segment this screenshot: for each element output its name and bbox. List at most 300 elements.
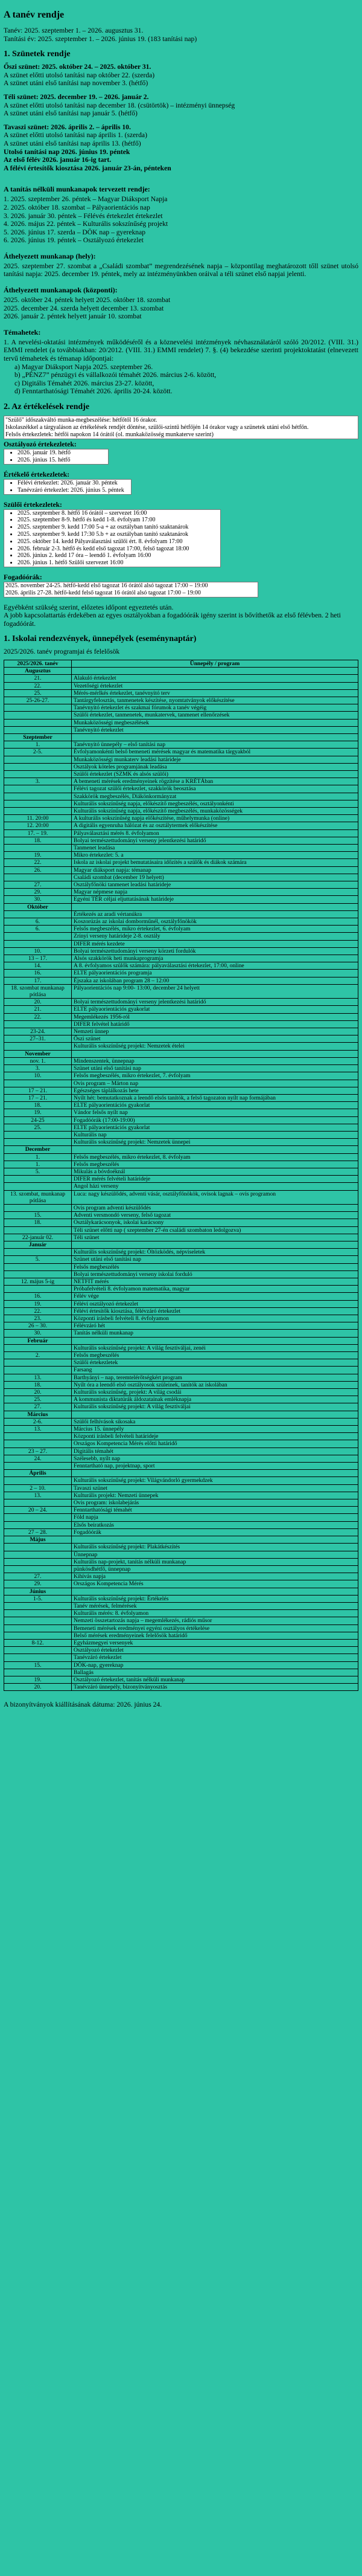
date-cell xyxy=(4,763,72,770)
program-cell: Pályaorientációs nap 9:00- 13:00, december 24 helyett xyxy=(72,984,358,998)
table-row xyxy=(4,1484,358,1492)
table-row xyxy=(4,1109,358,1116)
date-cell: 18. xyxy=(4,1381,72,1388)
section-evaluation-title: 2. Az értékelések rendje xyxy=(4,402,90,411)
program-cell: A digitális egyenruha hálózat és az osztálytermek előkészítése xyxy=(72,822,358,829)
table-row xyxy=(4,675,358,682)
date-cell: 16. xyxy=(4,970,72,977)
table-row xyxy=(4,999,358,1006)
program-cell: Őszi szünet xyxy=(72,1035,358,1043)
date-cell xyxy=(4,845,72,852)
table-row xyxy=(4,1477,358,1484)
date-cell xyxy=(4,1463,72,1470)
program-cell: Fenntartható nap, projektnap, sport xyxy=(72,1463,358,1470)
list-item: 6. 2026. június 19. péntek – Osztályozó értekezlet xyxy=(4,236,144,245)
table-row xyxy=(4,1094,358,1101)
program-cell: A 8. évfolyamos szülők számára: pályaválasztási értekezlet, 17:00, online xyxy=(72,962,358,970)
date-cell: 22-január 02. xyxy=(4,1234,72,1241)
program-cell: Szülői értekezlet (SZMK és alsós szülői) xyxy=(72,770,358,778)
table-row xyxy=(4,1573,358,1580)
table-row xyxy=(4,1183,358,1190)
date-cell: 1-5. xyxy=(4,1595,72,1602)
program-cell: Alakuló értekezlet xyxy=(72,675,358,682)
program-cell: Félév vége xyxy=(72,1293,358,1300)
month-header: Január xyxy=(4,1241,72,1248)
table-row xyxy=(4,1168,358,1175)
list-item: • 2025. szeptember 9. kedd 17:00 5-a + az osztályban tanító szaktanárok xyxy=(17,524,220,531)
program-cell: Fenntarthatósági témahét xyxy=(72,1507,358,1514)
table-row xyxy=(4,926,358,933)
date-cell: 26. xyxy=(4,866,72,874)
date-cell: 11. 20:00 xyxy=(4,815,72,822)
date-cell xyxy=(4,1551,72,1558)
date-cell: 8-12. xyxy=(4,1639,72,1646)
program-cell: Iskola az iskolai projekt bemutatásaira időzítés a szülők és diákok számára xyxy=(72,859,358,866)
program-cell: Tanévnyitó értekezlet xyxy=(72,726,358,733)
table-row xyxy=(4,1565,358,1573)
program-cell: NETFIT mérés xyxy=(72,1278,358,1285)
program-cell: Szülői felhívások sikosaka xyxy=(72,1418,358,1425)
date-cell: 5. xyxy=(4,1168,72,1175)
date-cell xyxy=(4,1617,72,1624)
date-cell xyxy=(4,1514,72,1521)
date-cell: 18. xyxy=(4,1219,72,1226)
parent-meetings-box xyxy=(4,509,221,567)
date-cell: 1. xyxy=(4,1161,72,1168)
table-row xyxy=(4,1057,358,1064)
date-cell: 21. xyxy=(4,675,72,682)
table-row xyxy=(4,1440,358,1447)
table-row xyxy=(4,903,358,910)
table-cell xyxy=(72,903,358,910)
table-row xyxy=(4,1661,358,1669)
date-cell: 5. xyxy=(4,1256,72,1263)
date-cell: 17. – 19. xyxy=(4,829,72,837)
table-row xyxy=(4,1470,358,1477)
table-row xyxy=(4,1050,358,1057)
table-row xyxy=(4,1322,358,1330)
table-row xyxy=(4,866,358,874)
table-row xyxy=(4,1131,358,1138)
table-cell xyxy=(72,1241,358,1248)
program-cell: DIFER mérés kezdete xyxy=(72,940,358,947)
list-item: • 2025. szeptember 8. hétfő 16 órától – szervezet 16:00 xyxy=(17,510,220,517)
date-cell: 27 – 28. xyxy=(4,1528,72,1536)
date-cell xyxy=(4,910,72,918)
program-cell: Próbafelvételi 8. évfolyamon matematika, magyar xyxy=(72,1286,358,1293)
program-cell: Belső mérések eredményeinek felelősök határidő xyxy=(72,1632,358,1639)
program-cell: Kihívás napja xyxy=(72,1573,358,1580)
program-cell: Mikro értekezlet: 5. a xyxy=(72,852,358,859)
table-row xyxy=(4,1544,358,1551)
program-cell: Mikulás a bóvdoéknál xyxy=(72,1168,358,1175)
date-cell: 22. xyxy=(4,859,72,866)
date-cell xyxy=(4,1359,72,1367)
program-cell: Téli szünet előtti nap ( szeptember 27-én családi szombaton ledolgozva) xyxy=(72,1226,358,1234)
table-cell xyxy=(72,1536,358,1544)
table-row xyxy=(4,1337,358,1344)
month-header: Szeptember xyxy=(4,733,72,741)
table-row xyxy=(4,1359,358,1367)
list-item: 1. 2025. szeptember 26. péntek – Magyar Diáksport Napja xyxy=(4,195,168,204)
table-row xyxy=(4,1344,358,1351)
list-item: • 2026. június 2. kedd 17 óra – leendő 1. évfolyam 16:00 xyxy=(17,552,220,559)
date-cell xyxy=(4,1477,72,1484)
program-cell: Félévi értesítők kiosztása, félévzáró értekezlet xyxy=(72,1307,358,1315)
program-cell: Ovis program: iskolabejárás xyxy=(72,1499,358,1507)
date-cell: 26 – 30. xyxy=(4,1322,72,1330)
table-row xyxy=(4,815,358,822)
table-cell xyxy=(72,1146,358,1153)
program-cell: Osztályfőnöki tanmenet leadási határideje xyxy=(72,881,358,889)
date-cell xyxy=(4,1043,72,1050)
program-cell: A kommunista diktatúrák áldozatainak emléknapja xyxy=(72,1396,358,1403)
program-cell: Bolyai természettudományi verseny iskolai forduló xyxy=(72,1270,358,1278)
list-item: • 2026. június 15. hétfő xyxy=(17,457,108,464)
program-cell: Szakkörök megbeszélés, Diákönkormányzat xyxy=(72,793,358,800)
date-cell: 3. xyxy=(4,1065,72,1072)
date-cell: 27. xyxy=(4,881,72,889)
table-row xyxy=(4,1418,358,1425)
list-item: • 2026. február 2-3. hétfő és kedd első tagozat 17:00, felső tagozat 18:00 xyxy=(17,546,220,553)
program-cell: Ovis program adventi készülődés xyxy=(72,1204,358,1211)
program-cell: Felsős megbeszélés, mikro értekezlet, 7. évfolyam xyxy=(72,1072,358,1080)
table-row xyxy=(4,1013,358,1020)
date-cell xyxy=(4,1632,72,1639)
date-cell xyxy=(4,1286,72,1293)
program-cell: Felsős megbeszélés xyxy=(72,1352,358,1359)
section-events-title: 1. Iskolai rendezvények, ünnepélyek (eseménynaptár) xyxy=(4,634,197,644)
table-row xyxy=(4,1190,358,1204)
open-hours-title: Fogadóórák: xyxy=(4,573,42,581)
date-cell xyxy=(4,1647,72,1654)
list-item: • 2026. január 19. hétfő xyxy=(17,449,108,457)
program-cell: Ballagás xyxy=(72,1669,358,1676)
program-cell: ELTE pályaorientációs programja xyxy=(72,970,358,977)
program-cell: Kulturális sokszínűség projekt: A világ fesztiváljai, zenéi xyxy=(72,1344,358,1351)
date-cell: 21. xyxy=(4,1006,72,1013)
table-cell xyxy=(72,1411,358,1418)
date-cell xyxy=(4,1270,72,1278)
date-cell: 29. xyxy=(4,1580,72,1588)
date-cell xyxy=(4,1204,72,1211)
spring-break: Tavaszi szünet: 2026. április 2. – április 10. A szünet előtti utolsó tanítási nap április 1. (szerda) A szünet utáni első tanítási nap április 13. (hétfő) Utolsó tanítási nap 2026. június 19. péntek Az első félév 2026. január 16-ig tart. A félévi értesítők kiosztása 2026. január 23-án, pénteken xyxy=(4,123,171,172)
date-cell xyxy=(4,874,72,881)
program-cell: Mérés-mérlkés értekezlet, tanévnyitó terv xyxy=(72,689,358,697)
date-cell xyxy=(4,1624,72,1632)
program-cell: Évfolyamonkénti belső bemeneti mérések magyar és matematika tárgyakból xyxy=(72,749,358,756)
date-cell xyxy=(4,704,72,712)
date-cell xyxy=(4,1558,72,1565)
program-cell: Digitális témahét xyxy=(72,1447,358,1455)
table-row xyxy=(4,726,358,733)
program-cell: Tanév mérések, felmérések xyxy=(72,1602,358,1609)
date-cell: 17 – 21. xyxy=(4,1087,72,1094)
program-cell: Nemzeti összetartozás napja – megemlékezés, rádiós műsor xyxy=(72,1617,358,1624)
month-header: December xyxy=(4,1146,72,1153)
table-row xyxy=(4,1212,358,1219)
date-cell: 23 – 27. xyxy=(4,1447,72,1455)
meeting-info-box: "Szülő" időszakváltó munka-megbeszélése: hétfőtől 16 órakor. Iskolaszékkel a tárgyaláson az értékelések rendjét döntése, szülői-szintű hétfőjén 14 órakor vagy a szünetek utáni első hétfőn. Felsős értekezletek: hétfői napokon 14 órától (ol. munkaközösség munkaterve szerint) xyxy=(4,416,358,439)
evaluation-meetings-title: Értékelő értekezletek: xyxy=(4,470,70,478)
date-cell: 6. xyxy=(4,926,72,933)
table-row xyxy=(4,1006,358,1013)
date-cell xyxy=(4,1367,72,1374)
program-cell: Nemzeti ünnep xyxy=(72,1028,358,1035)
program-cell: Tanítás nélküli munkanap xyxy=(72,1330,358,1337)
table-row xyxy=(4,793,358,800)
table-row xyxy=(4,1352,358,1359)
date-cell: 17. xyxy=(4,977,72,984)
table-row xyxy=(4,1374,358,1381)
date-cell: 13. szombat, munkanap pótlása xyxy=(4,1190,72,1204)
month-header: Március xyxy=(4,1411,72,1418)
program-cell: Tanévzáró ünnepély, bizonyítványosztás xyxy=(72,1684,358,1691)
program-cell: Fogadóórák (17:00-19:00) xyxy=(72,1116,358,1124)
table-row xyxy=(4,1367,358,1374)
list-item: 3. 2026. január 30. péntek – Félévés értekezlet értekezlet xyxy=(4,211,163,220)
table-row xyxy=(4,889,358,896)
date-cell xyxy=(4,1139,72,1146)
program-cell: Központi írásbeli felvételi határideje xyxy=(72,1433,358,1440)
date-cell: 25. xyxy=(4,1124,72,1131)
column-header-program: Ünnepély / program xyxy=(72,660,358,667)
program-cell: Adventi versmondó verseny, felső tagozat xyxy=(72,1212,358,1219)
month-header: Augusztus xyxy=(4,668,72,675)
date-cell xyxy=(4,1669,72,1676)
program-cell: Osztályozó értekezlet xyxy=(72,1647,358,1654)
table-row xyxy=(4,778,358,785)
date-cell xyxy=(4,712,72,719)
list-item: • 2025. október 14. kedd Pályaválasztási szülői ért. 8. évfolyam 17:00 xyxy=(17,538,220,546)
table-row xyxy=(4,1639,358,1646)
program-cell: Barthyányi – nap, teremtelérőtségkért program xyxy=(72,1374,358,1381)
section-breaks-title: 1. Szünetek rendje xyxy=(4,50,71,59)
table-row xyxy=(4,749,358,756)
date-cell: 18. xyxy=(4,1102,72,1109)
table-row xyxy=(4,1286,358,1293)
table-row xyxy=(4,1293,358,1300)
table-row xyxy=(4,947,358,955)
list-item: a) Magyar Diáksport Napja 2025. szeptember 26. xyxy=(14,362,153,371)
table-row xyxy=(4,697,358,704)
table-cell xyxy=(72,1337,358,1344)
list-item: 2025. december 24. szerda helyett december 13. szombat xyxy=(4,304,164,312)
program-cell: Fogadóórák xyxy=(72,1528,358,1536)
program-cell: Felsős megbeszélés, mikro értekezlet, 8. évfolyam xyxy=(72,1153,358,1161)
program-cell: Kulturális sokszínűség projekt: Világvándorló gyermekdzek xyxy=(72,1477,358,1484)
month-header: Október xyxy=(4,903,72,910)
program-cell: Osztálykarácsonyok, iskolai karácsony xyxy=(72,1219,358,1226)
table-row xyxy=(4,1020,358,1028)
program-cell: Kulturális sokszínűség projekt: Nemzetek ételei xyxy=(72,1043,358,1050)
table-row xyxy=(4,682,358,689)
date-cell: 18. xyxy=(4,837,72,844)
table-row xyxy=(4,1263,358,1270)
table-row xyxy=(4,1161,358,1168)
table-row xyxy=(4,1624,358,1632)
program-cell: Tavaszi szünet xyxy=(72,1484,358,1492)
table-cell xyxy=(72,1050,358,1057)
date-cell xyxy=(4,1176,72,1183)
program-cell: Szünet utáni első tanítási nap xyxy=(72,1065,358,1072)
table-row xyxy=(4,1507,358,1514)
list-item: 5. 2026. június 17. szerda – DÖK nap – gyereknap xyxy=(4,228,146,236)
program-cell: Tanmenet leadása xyxy=(72,845,358,852)
program-cell: Megemlékezés 1956-ról xyxy=(72,1013,358,1020)
date-cell: 18. szombat munkanap pótlása xyxy=(4,984,72,998)
program-cell: Mindenszentek, ünnepnap xyxy=(72,1057,358,1064)
table-cell xyxy=(72,733,358,741)
program-cell: Március 15. ünnepély xyxy=(72,1426,358,1433)
program-cell: Kulturális nap xyxy=(72,1131,358,1138)
closed-days-title: A tanítás nélküli munkanapok tervezett rendje: xyxy=(4,185,150,194)
program-cell: Osztályozó értekezlet, tanítás nélküli munkanap xyxy=(72,1676,358,1683)
program-cell: A kulturális sokszínűség napja előkészítése, műhelymunka (online) xyxy=(72,815,358,822)
date-cell: 24-25 xyxy=(4,1116,72,1124)
table-row xyxy=(4,910,358,918)
date-cell xyxy=(4,1544,72,1551)
program-cell: Egyéni TÉR céljai eljuttatásának határideje xyxy=(72,896,358,903)
table-row xyxy=(4,1028,358,1035)
date-cell: 6. xyxy=(4,918,72,926)
program-cell: Alsós szakkörök heti munkaprogramja xyxy=(72,955,358,962)
program-cell: Szélesebb, nyílt nap xyxy=(72,1455,358,1462)
table-row xyxy=(4,1632,358,1639)
program-cell: DIFER felvétel határidő xyxy=(72,1020,358,1028)
table-row xyxy=(4,1256,358,1263)
date-cell xyxy=(4,1080,72,1087)
program-cell: Téli szünet xyxy=(72,1234,358,1241)
table-row xyxy=(4,1521,358,1528)
winter-break: Téli szünet: 2025. december 19. – 2026. január 2. A szünet előtti utolsó tanítási nap december 18. (csütörtök) – intézményi ünnepség A szünet utáni első tanítási nap január 5. (hétfő) xyxy=(4,92,235,118)
table-row xyxy=(4,668,358,675)
date-cell xyxy=(4,1440,72,1447)
program-cell: Kulturális nap-projekt, tanítás nélküli munkanap xyxy=(72,1558,358,1565)
program-cell: Országos Kompetencia Mérés xyxy=(72,1580,358,1588)
program-cell: Munkaközösségi munkaterv leadási határideje xyxy=(72,756,358,763)
table-row xyxy=(4,1080,358,1087)
date-cell xyxy=(4,807,72,814)
table-row xyxy=(4,1676,358,1683)
school-year: Tanév: 2025. szeptember 1. – 2026. augusztus 31. xyxy=(4,27,144,34)
table-row xyxy=(4,1139,358,1146)
program-cell: Osztályok köteles programjának leadása xyxy=(72,763,358,770)
table-row xyxy=(4,859,358,866)
program-cell: Magyar diáksport napja: témanap xyxy=(72,866,358,874)
date-cell xyxy=(4,785,72,793)
date-cell xyxy=(4,1521,72,1528)
program-cell: Országos Kompetencia Mérés előtti határidő xyxy=(72,1440,358,1447)
table-row xyxy=(4,918,358,926)
list-item: 2. 2025. október 18. szombat – Pályaorientációs nap xyxy=(4,203,150,211)
table-row xyxy=(4,763,358,770)
table-row xyxy=(4,874,358,881)
program-cell: Kulturális sokszínűség projekt: Öltözködés, népviseletek xyxy=(72,1249,358,1256)
program-cell: ELTE pályaorientációs gyakorlat xyxy=(72,1102,358,1109)
table-row xyxy=(4,1669,358,1676)
table-row xyxy=(4,1219,358,1226)
program-cell: Egyházmegyei versenyek xyxy=(72,1639,358,1646)
table-row xyxy=(4,1551,358,1558)
classifying-meetings-box xyxy=(4,449,109,465)
list-item: b) „PÉNZ7” pénzügyi és vállalkozói témahét 2026. március 2-6. között, xyxy=(14,371,217,379)
date-cell xyxy=(4,1610,72,1617)
table-row xyxy=(4,704,358,712)
table-row xyxy=(4,962,358,970)
table-row xyxy=(4,1381,358,1388)
table-row xyxy=(4,896,358,903)
table-row xyxy=(4,1684,358,1691)
table-cell xyxy=(72,1588,358,1595)
program-cell: Értékezés az aradi vértanúkra xyxy=(72,910,358,918)
program-cell: Felsős megbeszélés xyxy=(72,1263,358,1270)
table-row xyxy=(4,1654,358,1661)
program-cell: ELTE pályaorientációs gyakorlat xyxy=(72,1124,358,1131)
program-cell: Kulturális sokszínűség projekt: A világ fesztiváljai xyxy=(72,1403,358,1411)
date-cell: 27. xyxy=(4,1573,72,1580)
program-cell: DIFER mérés felvételi határideje xyxy=(72,1176,358,1183)
program-cell: Bolyai természettudományi verseny jelentkezési határidő xyxy=(72,837,358,844)
topics-title: Témahetek: xyxy=(4,327,41,336)
list-item: • Tanévzáró értekezlet: 2026. június 5. péntek xyxy=(17,487,131,494)
table-row xyxy=(4,837,358,844)
date-cell: 24. xyxy=(4,1455,72,1462)
date-cell: 13. xyxy=(4,1492,72,1499)
list-item: d) Fenntarthatósági Témahét 2026. április 20-24. között. xyxy=(14,387,173,396)
date-cell: 22. xyxy=(4,682,72,689)
list-item: 2025. október 24. péntek helyett 2025. október 18. szombat xyxy=(4,296,171,304)
swap-text: 2025. szeptember 27. szombat a „Családi szombat” megrendezésének napja – központilag meghatározott tőll szünet utolsó tanítási napja: 2025. december 19. péntek, mely az intézményünkben oráival a téli szünet első napjai jelenti. xyxy=(4,262,358,279)
list-item: c) Digitális Témahét 2026. március 23-27. között, xyxy=(14,379,154,387)
table-row xyxy=(4,977,358,984)
table-row xyxy=(4,807,358,814)
table-row xyxy=(4,689,358,697)
date-cell: 19. xyxy=(4,1109,72,1116)
program-cell: Szünet utáni első tanítási nap xyxy=(72,1256,358,1263)
date-cell xyxy=(4,770,72,778)
table-row xyxy=(4,1602,358,1609)
program-cell: Kulturális sokszínűség, projekt: A világ csodái xyxy=(72,1389,358,1396)
table-row xyxy=(4,822,358,829)
date-cell: 25-26-27. xyxy=(4,697,72,704)
program-cell: Elsős beiratkozás xyxy=(72,1521,358,1528)
program-cell: Felsős megbeszélés, mikro értekezlet, 6. évfolyam xyxy=(72,926,358,933)
open-hours-note-2: A jobb kapcsolattartás érdekében az egyes osztályokban a fogadóórák igény szerint is bővíthetők az első félévben. 2 heti fogadóórát. xyxy=(4,611,341,628)
table-row xyxy=(4,1146,358,1153)
table-row xyxy=(4,733,358,741)
program-cell: Kulturális sokszínűség projekt: Nemzetek ünnepei xyxy=(72,1139,358,1146)
open-hours-box: 2025. november 24-25. hétfő-kedd első tagozat 16 órától alsó tagozat 17:00 – 19:00 2026. április 27-28. hétfő-kedd felső tagozat 16 órától alsó tagozat 17:00 – 19:00 xyxy=(4,582,258,597)
table-row xyxy=(4,1426,358,1433)
table-row xyxy=(4,1647,358,1654)
month-header: Február xyxy=(4,1337,72,1344)
program-cell: Éjszaka az iskolában program 28 – 12:00 xyxy=(72,977,358,984)
date-cell xyxy=(4,1344,72,1351)
date-cell xyxy=(4,1226,72,1234)
open-hours-note: Egyébként szükség szerint, előzetes időpont egyeztetés után. xyxy=(4,603,174,611)
program-cell: Szülői értekezletek xyxy=(72,1359,358,1367)
table-row xyxy=(4,1241,358,1248)
date-cell: 17 – 21. xyxy=(4,1094,72,1101)
program-cell: Kulturális mérés: 8. évfolyamon xyxy=(72,1610,358,1617)
table-row xyxy=(4,1116,358,1124)
table-row xyxy=(4,845,358,852)
date-cell: 13 – 17. xyxy=(4,955,72,962)
date-cell: 27. xyxy=(4,1403,72,1411)
moved-title: Áthelyezett munkanapok (központi): xyxy=(4,286,118,295)
table-row xyxy=(4,1330,358,1337)
